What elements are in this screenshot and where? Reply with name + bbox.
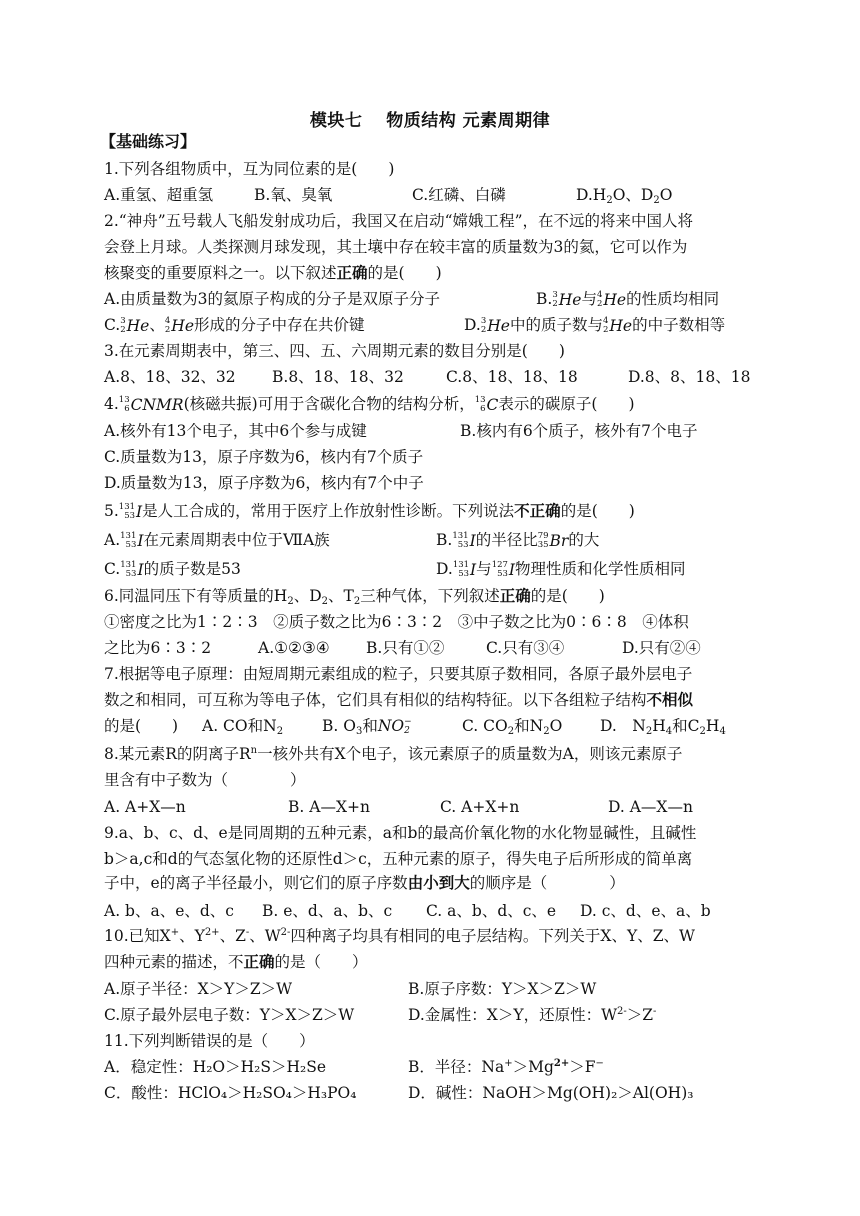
option-a: A.①②③④ [258, 639, 330, 657]
option-a: A.由质量数为3的氦原子构成的分子是双原子分子 [104, 290, 440, 308]
option-b: B.8、18、18、32 [272, 368, 404, 386]
option-b: B.核内有6个质子，核外有7个电子 [460, 422, 698, 440]
question-3-stem: 3.在元素周期表中，第三、四、五、六周期元素的数目分别是( ) [104, 342, 565, 360]
question-4-option-c: C.质量数为13，原子序数为6，核内有7个质子 [104, 448, 424, 466]
page-title: 模块七 物质结构 元素周期律 [309, 111, 551, 131]
option-d: D. c、d、e、a、b [580, 902, 711, 920]
question-10-line-2: 四种元素的描述，不正确的是（ ） [104, 952, 368, 971]
option-a: A.8、18、32、32 [104, 368, 236, 386]
question-2-line-1: 2.“神舟”五号载人飞船发射成功后，我国又在启动“嫦娥工程”，在不远的将来中国人将 [104, 212, 693, 230]
option-b: B. $O_3$和NO − 2 [322, 717, 412, 737]
option-d: D.金属性：X＞Y，还原性：$W^{2-}>Z^-$ [408, 1006, 657, 1024]
question-6-stem: 6.同温同压下有等质量的$H_2$、$D_2$、$T_2$三种气体，下列叙述正确的是( ) [104, 586, 605, 607]
option-c: C. a、b、d、c、e [426, 902, 557, 920]
option-d: D．碱性：NaOH＞Mg(OH)₂＞Al(OH)₃ [408, 1084, 694, 1102]
question-2-line-2: 会登上月球。人类探测月球发现，其土壤中存在较丰富的质量数为3的氦，它可以作为 [104, 238, 688, 256]
question-9-line-2: b＞a,c和d的气态氢化物的还原性d＞c，五种元素的原子，得失电子后所形成的简单离 [104, 850, 693, 868]
section-heading: 【基础练习】 [100, 132, 197, 151]
question-6-line-2: ①密度之比为1∶2∶3 ②质子数之比为6∶3∶2 ③中子数之比为0∶6∶8 ④体积 [104, 613, 689, 631]
option-b: B.原子序数：Y＞X＞Z＞W [408, 980, 597, 998]
question-9-line-3: 子中，e的离子半径最小，则它们的原子序数由小到大的顺序是（ ） [104, 873, 625, 892]
question-6-line-3: 之比为6∶3∶2 [104, 639, 212, 657]
question-7-line-2: 数之和相同，可互称为等电子体，它们具有相似的结构特征。以下各组粒子结构不相似 [104, 690, 694, 709]
option-d: $D.H_2O$、$D_2O$ [576, 186, 673, 206]
question-4-stem: 4. 13 6 CNMR (核磁共振)可用于含碳化合物的结构分析， 13 6 C 表示的碳原子( ) [104, 395, 635, 414]
option-b: B. A—X+n [288, 798, 370, 816]
option-b: B.只有①② [366, 639, 445, 657]
option-c: C．酸性：HClO₄＞H₂SO₄＞H₃PO₄ [104, 1084, 357, 1102]
question-11-stem: 11.下列判断错误的是（ ） [104, 1032, 315, 1050]
option-c: C.红磷、白磷 [412, 186, 506, 204]
option-d: D.只有②④ [622, 639, 701, 657]
option-c: C.只有③④ [486, 639, 565, 657]
option-a: A. CO和$N_2$ [202, 717, 284, 737]
option-c: C.原子最外层电子数：Y＞X＞Z＞W [104, 1006, 355, 1024]
question-1-stem: 1.下列各组物质中，互为同位素的是( ) [104, 160, 395, 178]
option-a: A.重氢、超重氢 [104, 186, 214, 204]
question-8-line-1: 8.某元素R的阴离子$R^n$一核外共有X个电子，该元素原子的质量数为A，则该元素原子 [104, 745, 683, 763]
option-d: D.8、8、18、18 [628, 368, 751, 386]
option-c: C.8、18、18、18 [446, 368, 578, 386]
option-b: B．半径：$Na^+>Mg^{2+}>F^-$ [408, 1058, 604, 1076]
question-10-line-1: 10.已知X+、$Y^{2+}$、Z-、$W^{2-}$四种离子均具有相同的电子层结构。下列关于X、Y、Z、W [104, 927, 695, 945]
option-a: A．稳定性：H₂O＞H₂S＞H₂Se [104, 1058, 327, 1076]
option-d: D. $N_2H_4$和$C_2H_4$ [600, 717, 726, 737]
question-7-line-3: 的是( ) [104, 717, 179, 735]
option-c: C. 131 53 I 的质子数是53 [104, 560, 241, 579]
option-a: A. 131 53 I 在元素周期表中位于ⅦA族 [104, 531, 330, 550]
option-b: B. 3 2 He 与 4 2 He 的性质均相同 [536, 290, 720, 309]
question-2-line-3: 核聚变的重要原料之一。以下叙述正确的是( ) [104, 263, 442, 282]
option-d: D. 131 53 I 与 127 53 I 物理性质和化学性质相同 [436, 560, 686, 579]
question-7-line-1: 7.根据等电子原理：由短周期元素组成的粒子，只要其原子数相同，各原子最外层电子 [104, 665, 693, 683]
option-b: B. 131 53 I 的半径比 79 35 Br 的大 [436, 531, 600, 550]
option-c: C. 3 2 He 、 4 2 He 形成的分子中存在共价键 [104, 316, 365, 335]
option-a: A. b、a、e、d、c [104, 902, 234, 920]
option-b: B. e、d、a、b、c [262, 902, 393, 920]
option-a: A.原子半径：X＞Y＞Z＞W [104, 980, 293, 998]
option-c: C. A+X+n [440, 798, 520, 816]
question-4-option-d: D.质量数为13，原子序数为6，核内有7个中子 [104, 474, 424, 492]
option-d: D. A—X—n [608, 798, 693, 816]
question-8-line-2: 里含有中子数为（ ） [104, 771, 306, 789]
question-5-stem: 5. 131 53 I 是人工合成的，常用于医疗上作放射性诊断。下列说法不正确的是( ) [104, 501, 635, 521]
option-a: A.核外有13个电子，其中6个参与成键 [104, 422, 367, 440]
question-9-line-1: 9.a、b、c、d、e是同周期的五种元素，a和b的最高价氧化物的水化物显碱性，且碱性 [104, 824, 697, 842]
option-a: A. A+X—n [104, 798, 186, 816]
option-c: C. $CO_2$和$N_2O$ [462, 717, 563, 737]
option-d: D. 3 2 He 中的质子数与 4 2 He 的中子数相等 [464, 316, 726, 335]
option-b: B.氧、臭氧 [254, 186, 333, 204]
